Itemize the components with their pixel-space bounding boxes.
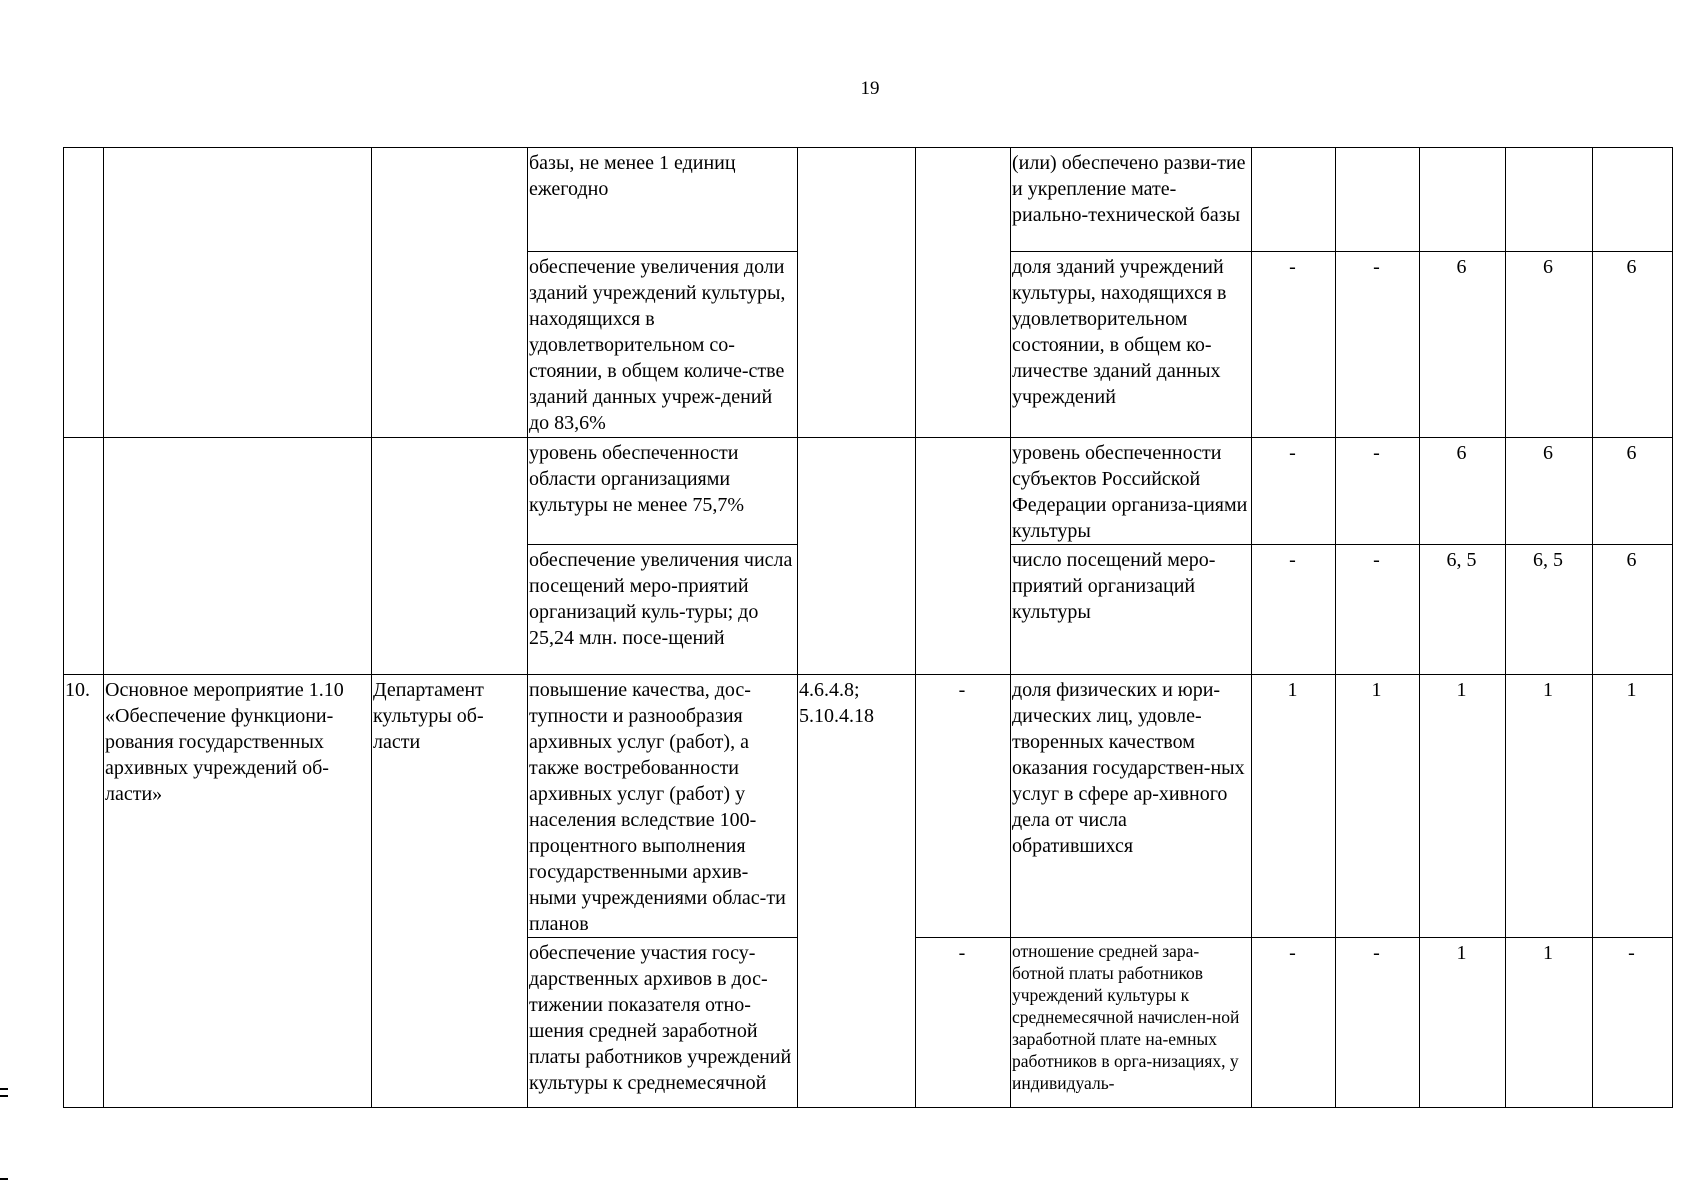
cell-value: 6: [1506, 252, 1593, 438]
cell-value: 6: [1420, 438, 1506, 545]
cell-event: [104, 148, 372, 438]
cell-value: 6: [1420, 252, 1506, 438]
cell-value: -: [1336, 438, 1420, 545]
margin-mark: [0, 1088, 8, 1090]
cell-event: [104, 438, 372, 675]
page-number: 19: [860, 78, 880, 99]
cell-value: 1: [1506, 675, 1593, 938]
cell-indicator: число посещений меро-приятий организаций культуры: [1011, 545, 1252, 675]
table-row: [64, 438, 1673, 545]
cell-link: -: [916, 938, 1011, 1108]
cell-link: [916, 148, 1011, 438]
cell-num: 10.: [64, 675, 104, 1108]
cell-indicator: отношение средней зара-ботной платы работников учреждений культуры к среднемесячной начислен-ной заработной плате на-емных работников в орга-низациях, у индивидуаль-: [1011, 938, 1252, 1108]
cell-goal: базы, не менее 1 единиц ежегодно: [528, 148, 798, 252]
cell-value: 1: [1336, 675, 1420, 938]
cell-value: [1506, 148, 1593, 252]
cell-executor: [372, 148, 528, 438]
cell-goal: уровень обеспеченности области организациями культуры не менее 75,7%: [528, 438, 798, 545]
cell-value: [1336, 148, 1420, 252]
margin-mark: [0, 1178, 8, 1180]
cell-value: 1: [1593, 675, 1673, 938]
cell-event: Основное мероприятие 1.10 «Обеспечение функциони-рования государственных архивных учреждений об-ласти»: [104, 675, 372, 1108]
cell-value: [1252, 148, 1336, 252]
cell-num: [64, 438, 104, 675]
cell-indicator: доля физических и юри-дических лиц, удовле-творенных качеством оказания государствен-ных услуг в сфере ар-хивного дела от числа обратившихся: [1011, 675, 1252, 938]
cell-value: 1: [1252, 675, 1336, 938]
cell-indicator: уровень обеспеченности субъектов Российской Федерации организа-циями культуры: [1011, 438, 1252, 545]
table-row: [64, 675, 1673, 938]
cell-value: 6, 5: [1420, 545, 1506, 675]
cell-value: 6, 5: [1506, 545, 1593, 675]
cell-link: -: [916, 675, 1011, 938]
cell-value: 1: [1420, 938, 1506, 1108]
cell-value: -: [1252, 938, 1336, 1108]
cell-code: 4.6.4.8; 5.10.4.18: [798, 675, 916, 1108]
cell-value: 6: [1506, 438, 1593, 545]
cell-goal: повышение качества, дос-тупности и разнообразия архивных услуг (работ), а также востребованности архивных услуг (работ) у населения вследствие 100-процентного выполнения государственными архив-ными учреждениями облас-ти планов: [528, 675, 798, 938]
table-row: [64, 148, 1673, 252]
cell-link: [916, 438, 1011, 675]
cell-value: [1420, 148, 1506, 252]
cell-goal: обеспечение увеличения доли зданий учреждений культуры, находящихся в удовлетворительном со-стоянии, в общем количе-стве зданий данных учреж-дений до 83,6%: [528, 252, 798, 438]
cell-value: 6: [1593, 545, 1673, 675]
cell-value: 6: [1593, 252, 1673, 438]
cell-indicator: (или) обеспечено разви-тие и укрепление мате-риально-технической базы: [1011, 148, 1252, 252]
cell-value: -: [1336, 545, 1420, 675]
cell-value: -: [1336, 252, 1420, 438]
cell-code: [798, 438, 916, 675]
cell-value: [1593, 148, 1673, 252]
cell-value: -: [1252, 545, 1336, 675]
cell-value: -: [1593, 938, 1673, 1108]
cell-value: 6: [1593, 438, 1673, 545]
cell-value: -: [1252, 438, 1336, 545]
cell-indicator: доля зданий учреждений культуры, находящихся в удовлетворительном состоянии, в общем ко-личестве зданий данных учреждений: [1011, 252, 1252, 438]
margin-mark: [0, 1095, 8, 1097]
cell-value: -: [1252, 252, 1336, 438]
program-table: [63, 147, 1673, 1108]
cell-goal: обеспечение увеличения числа посещений меро-приятий организаций куль-туры; до 25,24 млн. посе-щений: [528, 545, 798, 675]
cell-executor: [372, 438, 528, 675]
cell-value: 1: [1506, 938, 1593, 1108]
cell-executor: Департамент культуры об-ласти: [372, 675, 528, 1108]
cell-value: 1: [1420, 675, 1506, 938]
cell-code: [798, 148, 916, 438]
cell-num: [64, 148, 104, 438]
cell-value: -: [1336, 938, 1420, 1108]
cell-goal: обеспечение участия госу-дарственных архивов в дос-тижении показателя отно-шения средней заработной платы работников учреждений культуры к среднемесячной: [528, 938, 798, 1108]
